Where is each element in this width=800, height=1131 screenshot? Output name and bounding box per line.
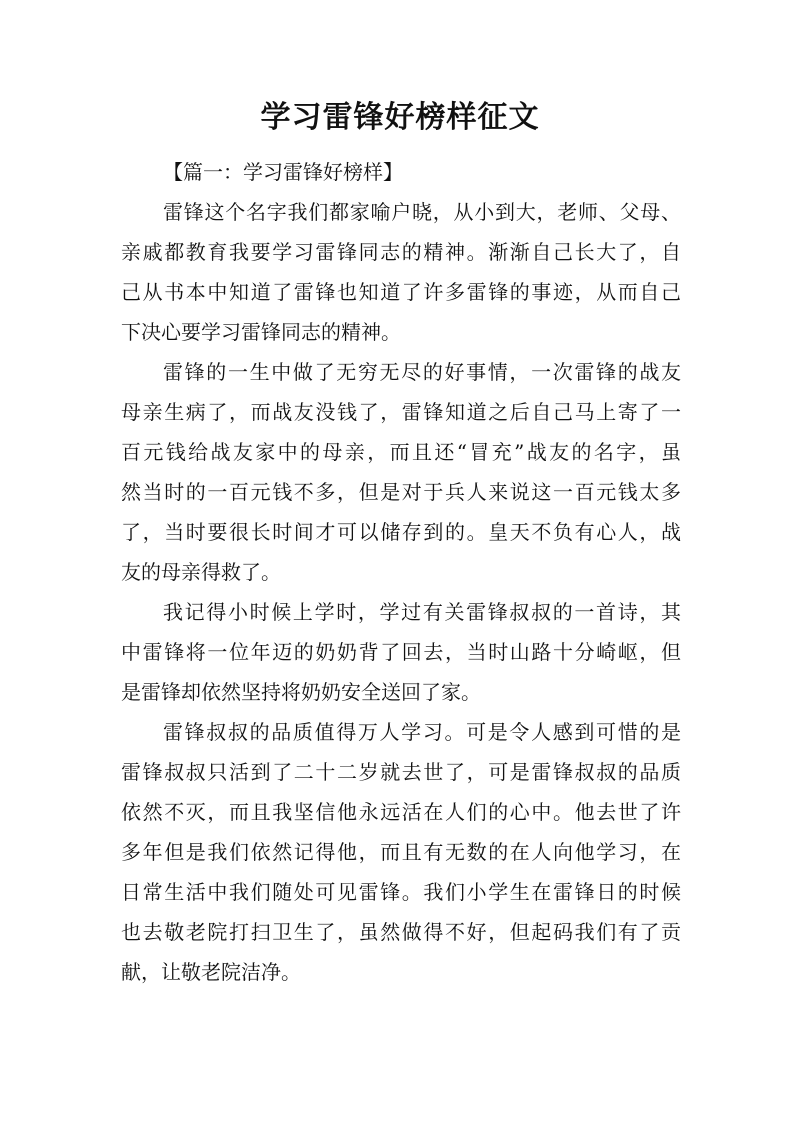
paragraph-3	[121, 592, 681, 712]
document-body	[121, 152, 681, 992]
paragraph-line: 亲戚都教育我要学习雷锋同志的精神。渐渐自己长大了，自	[121, 240, 681, 264]
paragraph-2	[121, 352, 681, 592]
paragraph-line: 百元钱给战友家中的母亲，而且还“冒充”战友的名字，虽	[121, 440, 681, 464]
paragraph-line: 友的母亲得救了。	[121, 560, 281, 584]
paragraph-line: 己从书本中知道了雷锋也知道了许多雷锋的事迹，从而自己	[121, 280, 681, 304]
paragraph-line: 依然不灭，而且我坚信他永远活在人们的心中。他去世了许	[121, 800, 681, 824]
paragraph-line: 多年但是我们依然记得他，而且有无数的在人向他学习，在	[121, 840, 681, 864]
paragraph-line: 雷锋叔叔只活到了二十二岁就去世了，可是雷锋叔叔的品质	[121, 760, 681, 784]
paragraph-line: 然当时的一百元钱不多，但是对于兵人来说这一百元钱太多	[121, 480, 681, 504]
paragraph-line: 也去敬老院打扫卫生了，虽然做得不好，但起码我们有了贡	[121, 920, 681, 944]
paragraph-line: 下决心要学习雷锋同志的精神。	[121, 320, 401, 344]
section-heading: 【篇一：学习雷锋好榜样】	[163, 160, 403, 184]
document-title: 学习雷锋好榜样征文	[260, 100, 540, 135]
paragraph-line: 是雷锋却依然坚持将奶奶安全送回了家。	[121, 680, 481, 704]
paragraph-line: 献，让敬老院洁净。	[121, 960, 301, 984]
paragraph-4	[121, 712, 681, 992]
paragraph-line: 雷锋的一生中做了无穷无尽的好事情，一次雷锋的战友	[163, 360, 681, 384]
paragraph-line: 了，当时要很长时间才可以储存到的。皇天不负有心人，战	[121, 520, 681, 544]
paragraph-line: 雷锋叔叔的品质值得万人学习。可是令人感到可惜的是	[163, 720, 681, 744]
paragraph-line: 雷锋这个名字我们都家喻户晓，从小到大，老师、父母、	[163, 200, 681, 224]
paragraph-line: 中雷锋将一位年迈的奶奶背了回去，当时山路十分崎岖，但	[121, 640, 681, 664]
paragraph-line: 母亲生病了，而战友没钱了，雷锋知道之后自己马上寄了一	[121, 400, 681, 424]
paragraph-line: 我记得小时候上学时，学过有关雷锋叔叔的一首诗，其	[163, 600, 681, 624]
paragraph-line: 日常生活中我们随处可见雷锋。我们小学生在雷锋日的时候	[121, 880, 681, 904]
paragraph-1	[121, 192, 681, 352]
